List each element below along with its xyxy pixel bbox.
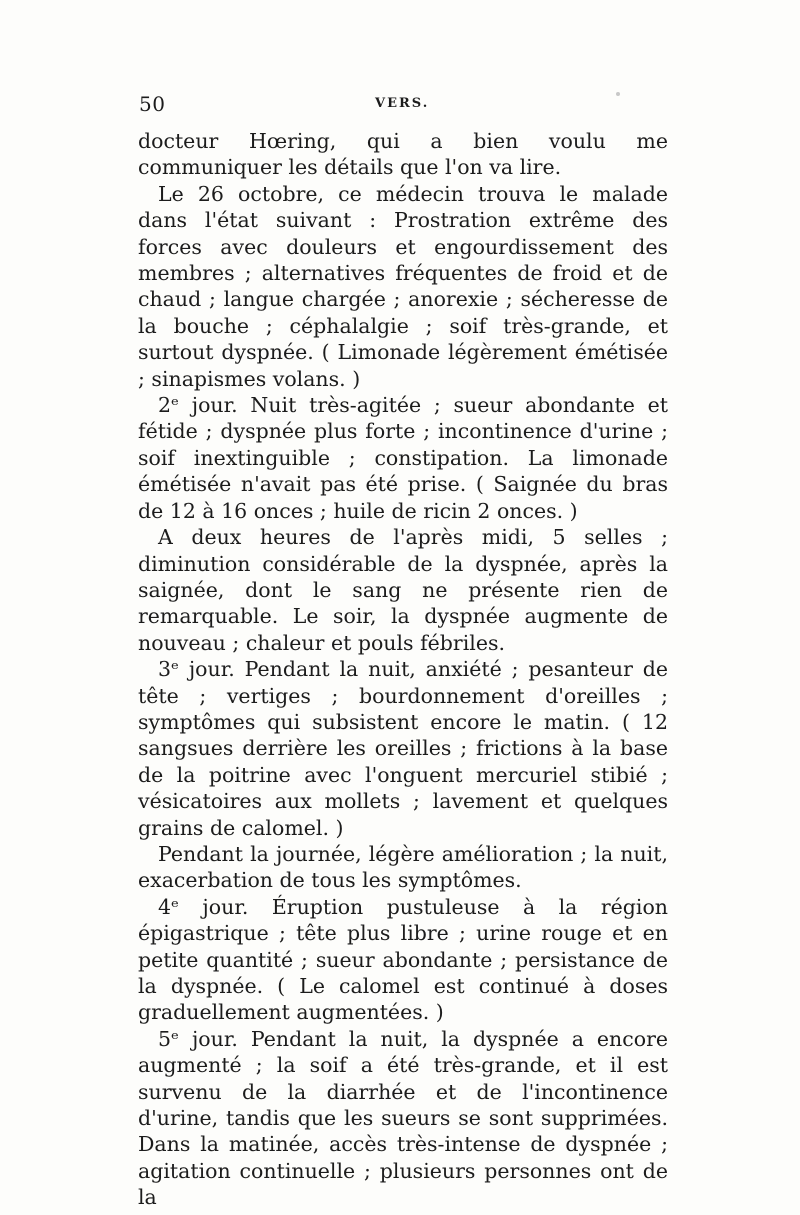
page-number: 50 — [139, 92, 166, 116]
paragraph-day-3: 3ᵉ jour. Pendant la nuit, anxiété ; pesanteur de tête ; vertiges ; bourdonnement d'oreilles ; symptômes qui subsistent encore le matin. ( 12 sangsues derrière les oreilles ; frictions à la base de la poitrine avec l'onguent mercuriel stibié ; vésicatoires aux mollets ; lavement et quelques grains de calomel. ) — [138, 657, 668, 840]
paragraph-day-2: 2ᵉ jour. Nuit très-agitée ; sueur abondante et fétide ; dyspnée plus forte ; incontinence d'urine ; soif inextinguible ; constipation. La limonade émétisée n'avait pas été prise. ( Saignée du bras de 12 à 16 onces ; huile de ricin 2 onces. ) — [138, 393, 668, 523]
paragraph-day-4: 4ᵉ jour. Éruption pustuleuse à la région épigastrique ; tête plus libre ; urine rouge et en petite quantité ; sueur abondante ; persistance de la dyspnée. ( Le calomel est continué à doses graduellement augmentées. ) — [138, 894, 668, 1025]
paragraph-day-3-evening: Pendant la journée, légère amélioration ; la nuit, exacerbation de tous les symptômes. — [138, 841, 668, 893]
running-head: VERS. — [375, 96, 430, 111]
body-text — [138, 128, 668, 1211]
paragraph-day-2-afternoon: A deux heures de l'après midi, 5 selles ; diminution considérable de la dyspnée, après la saignée, dont le sang ne présente rien de remarquable. Le soir, la dyspnée augmente de nouveau ; chaleur et pouls fébriles. — [138, 525, 668, 655]
paragraph-day-5: 5ᵉ jour. Pendant la nuit, la dyspnée a encore augmenté ; la soif a été très-grande, et il est survenu de la diarrhée et de l'incontinence d'urine, tandis que les sueurs se sont supprimées. Dans la matinée, accès très-intense de dyspnée ; agitation continuelle ; plusieurs personnes ont de la — [138, 1026, 668, 1210]
paragraph-continuation: docteur Hœring, qui a bien voulu me communiquer les détails que l'on va lire. — [138, 129, 668, 180]
page-header — [139, 92, 666, 118]
paragraph-day-1: Le 26 octobre, ce médecin trouva le malade dans l'état suivant : Prostration extrême des forces avec douleurs et engourdissement des membres ; alternatives fréquentes de froid et de chaud ; langue chargée ; anorexie ; sécheresse de la bouche ; céphalalgie ; soif très-grande, et surtout dyspnée. ( Limonade légèrement émétisée ; sinapismes volans. ) — [138, 181, 668, 391]
